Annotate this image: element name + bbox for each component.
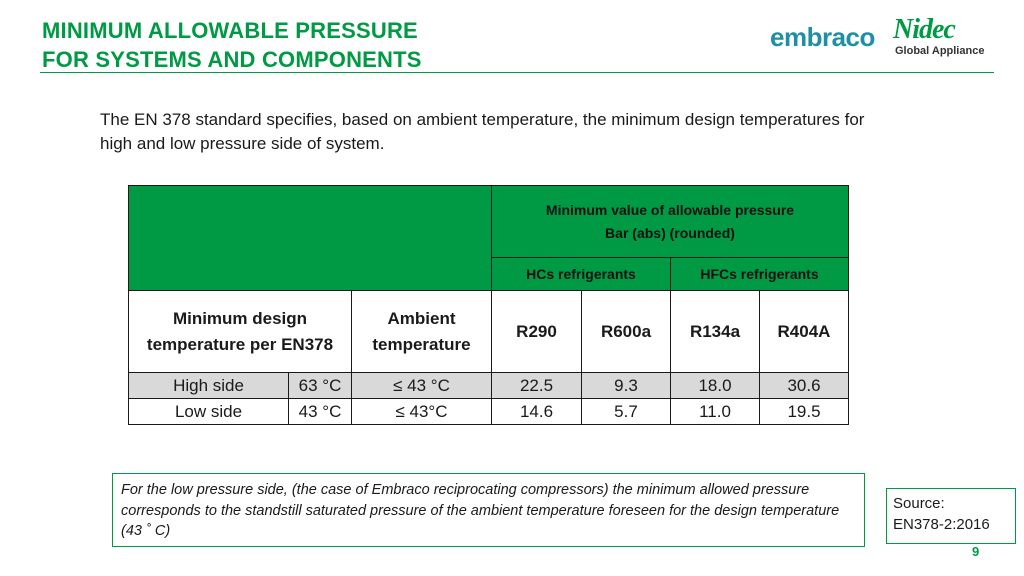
nidec-logo: Nidec — [893, 14, 955, 45]
pressure-table — [128, 185, 849, 425]
ambient-value: ≤ 43 °C — [352, 373, 492, 399]
hcs-refrigerants-header: HCs refrigerants — [492, 258, 671, 291]
refrigerant-header-r600a: R600a — [582, 291, 671, 373]
table-row — [129, 399, 849, 425]
side-label: Low side — [129, 399, 289, 425]
pressure-value-r290: 14.6 — [492, 399, 582, 425]
design-temp-value: 63 °C — [289, 373, 352, 399]
pressure-value-r600a: 5.7 — [582, 399, 671, 425]
ambient-temperature-header: Ambient temperature — [352, 291, 492, 373]
refrigerant-header-r134a: R134a — [671, 291, 760, 373]
low-pressure-note: For the low pressure side, (the case of Embraco reciprocating compressors) the minimum allowed pressure corresponds to the standstill saturated pressure of the ambient temperature foreseen for the design temperature (43 ˚ C) — [112, 473, 865, 547]
source-box — [886, 488, 1016, 544]
table-corner-cell — [129, 186, 492, 291]
intro-paragraph: The EN 378 standard specifies, based on ambient temperature, the minimum design temperatures for high and low pressure side of system. — [100, 110, 865, 153]
refrigerant-header-r290: R290 — [492, 291, 582, 373]
pressure-value-r134a: 18.0 — [671, 373, 760, 399]
pressure-value-r404a: 19.5 — [760, 399, 849, 425]
design-temp-value: 43 °C — [289, 399, 352, 425]
table-row — [129, 373, 849, 399]
source-value: EN378-2:2016 — [893, 516, 990, 533]
pressure-value-r404a: 30.6 — [760, 373, 849, 399]
ambient-value: ≤ 43°C — [352, 399, 492, 425]
pressure-value-r134a: 11.0 — [671, 399, 760, 425]
page-title-line1: MINIMUM ALLOWABLE PRESSURE — [42, 18, 418, 43]
pressure-value-r600a: 9.3 — [582, 373, 671, 399]
design-temperature-header: Minimum design temperature per EN378 — [129, 291, 352, 373]
page-title — [42, 16, 422, 74]
allowable-pressure-header-line2: Bar (abs) (rounded) — [605, 224, 735, 241]
allowable-pressure-header-line1: Minimum value of allowable pressure — [545, 201, 795, 218]
source-label: Source: — [893, 495, 945, 512]
title-divider — [40, 72, 994, 73]
page-number: 9 — [972, 544, 980, 559]
pressure-value-r290: 22.5 — [492, 373, 582, 399]
nidec-logo-subtitle: Global Appliance — [895, 45, 985, 57]
refrigerant-header-r404a: R404A — [760, 291, 849, 373]
side-label: High side — [129, 373, 289, 399]
embraco-logo: embraco — [770, 22, 875, 52]
allowable-pressure-header — [492, 186, 849, 258]
page-title-line2: FOR SYSTEMS AND COMPONENTS — [42, 47, 422, 72]
hfcs-refrigerants-header: HFCs refrigerants — [671, 258, 849, 291]
